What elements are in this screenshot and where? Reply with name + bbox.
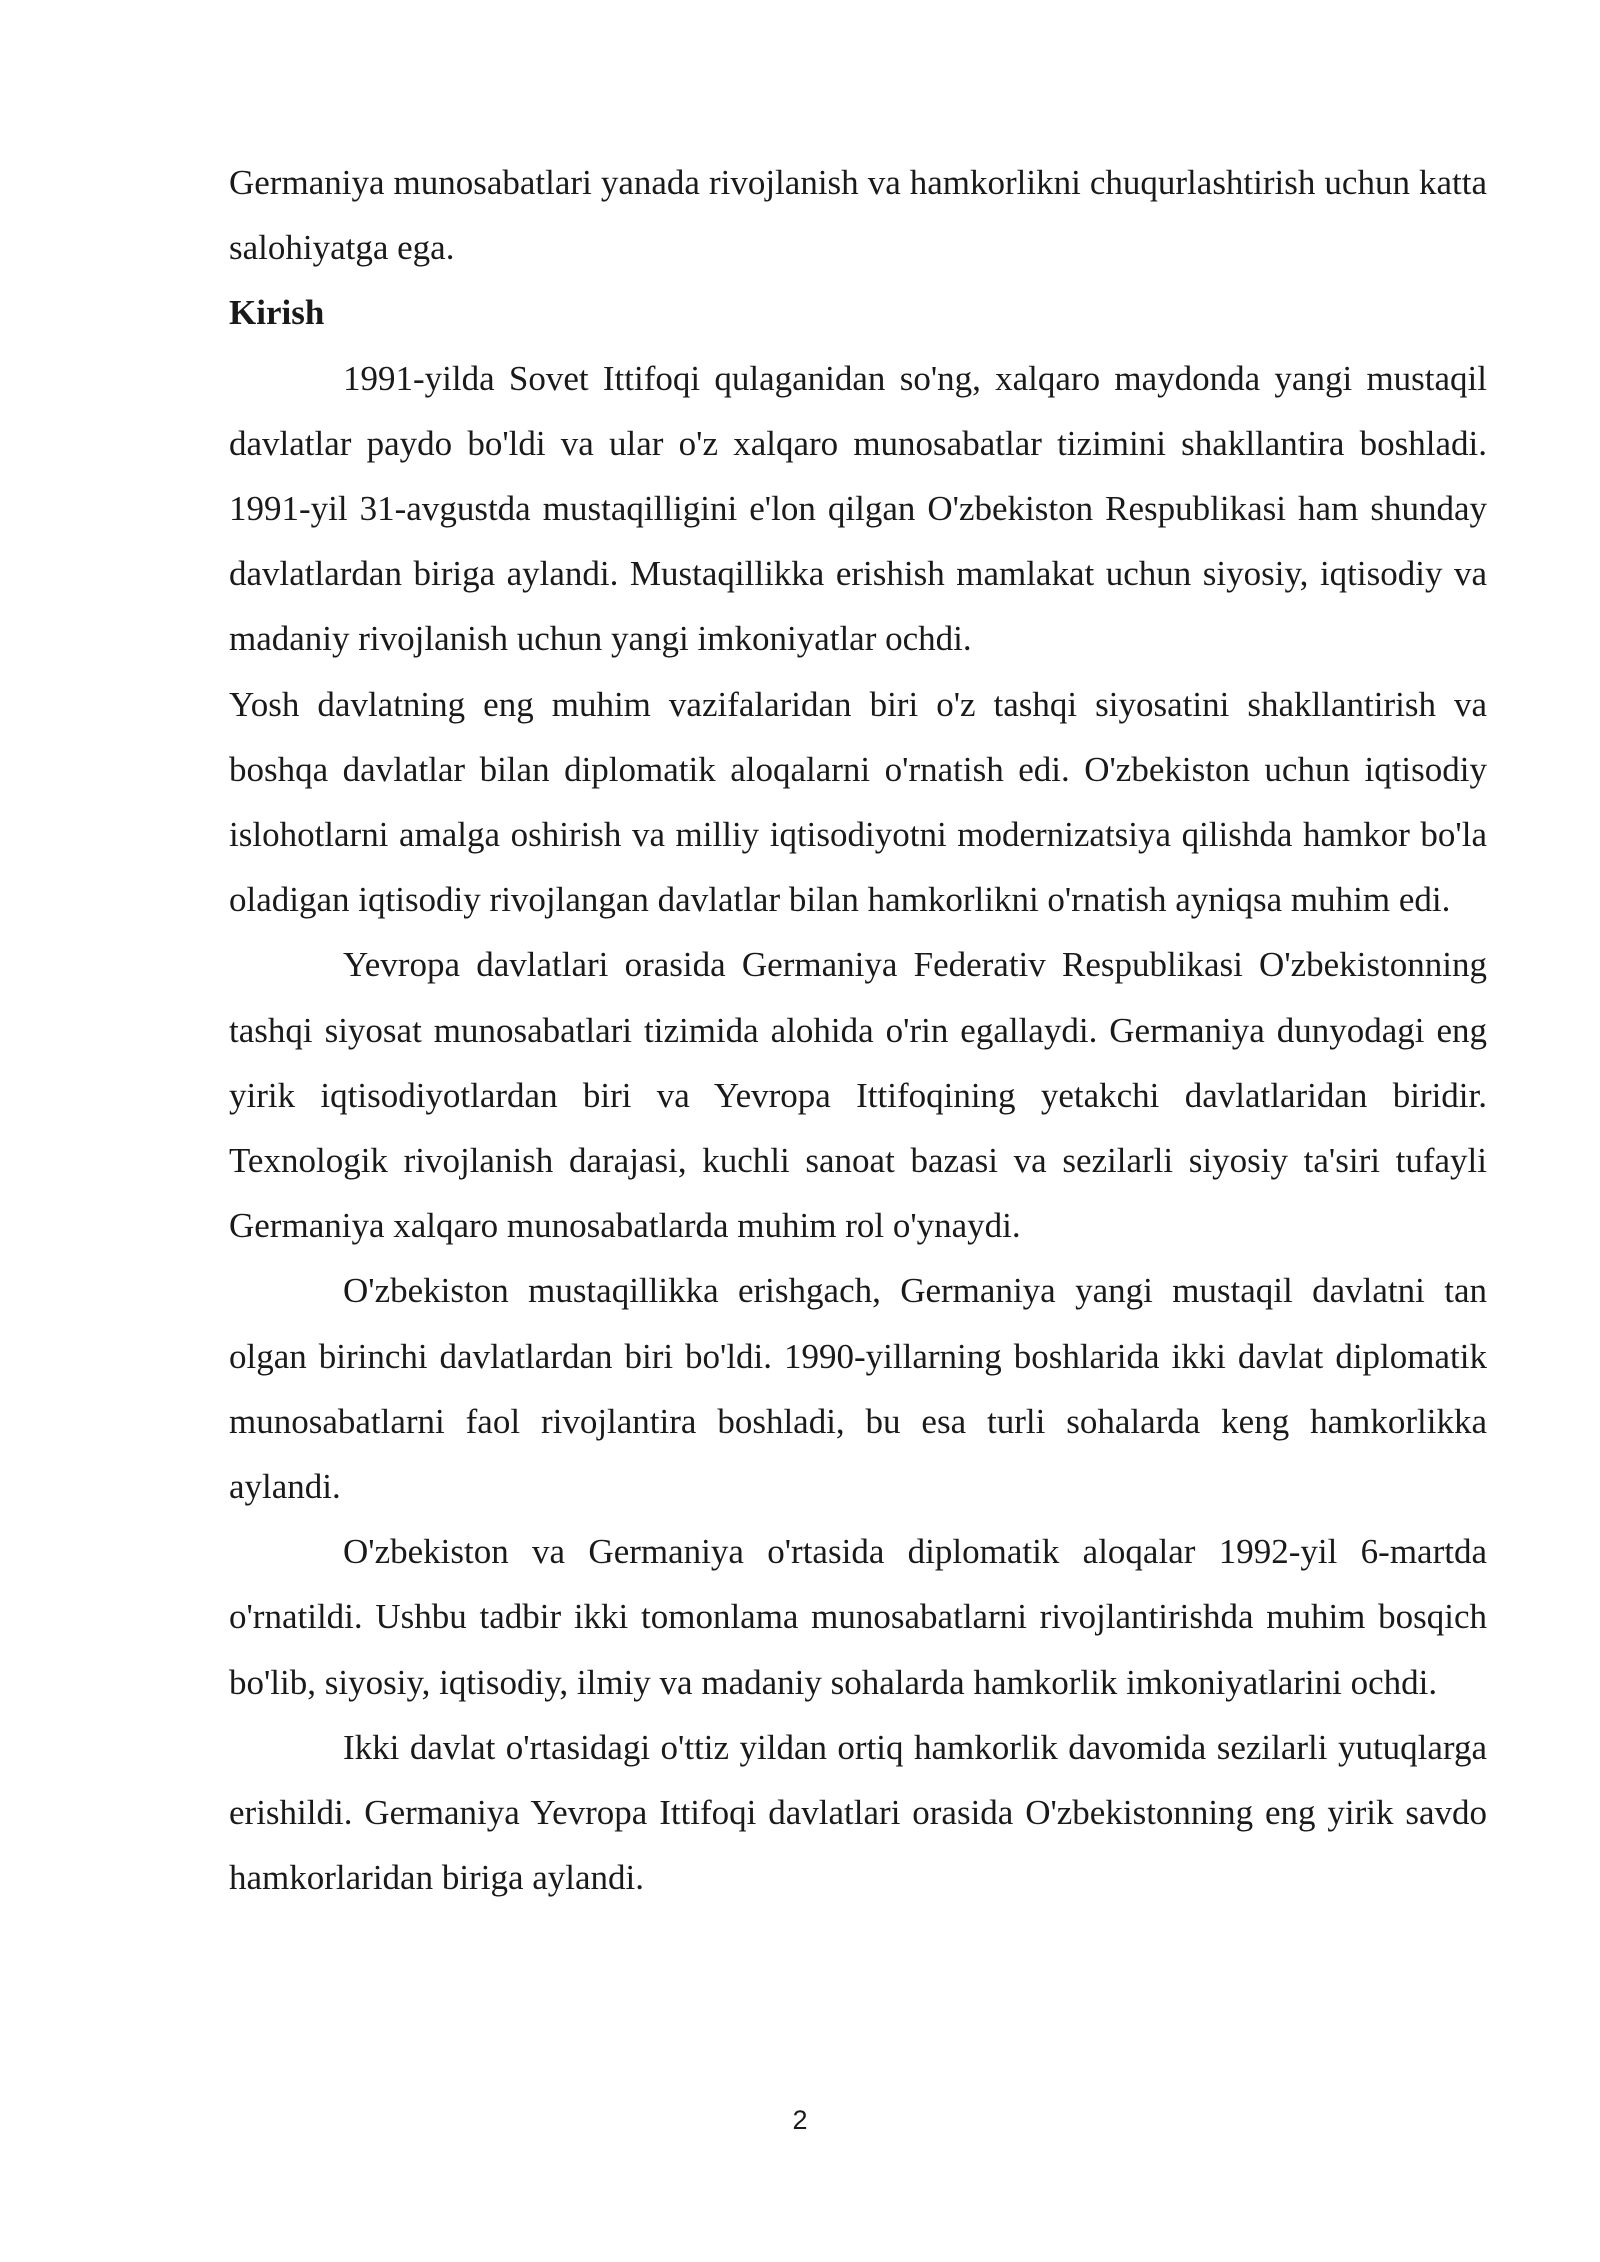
paragraph-1: 1991-yilda Sovet Ittifoqi qulaganidan so'ng, xalqaro maydonda yangi mustaqil davlatlar paydo bo'ldi va ular o'z xalqaro munosabatlar tizimini shakllantira boshladi. 1991-yil 31-avgustda mustaqilligini e'lon qilgan O'zbekiston Respublikasi ham shunday davlatlardan biriga aylandi. Mustaqillikka erishish mamlakat uchun siyosiy, iqtisodiy va madaniy rivojlanish uchun yangi imkoniyatlar ochdi. bbox=[229, 358, 1487, 659]
page-number: 2 bbox=[792, 2105, 808, 2135]
paragraph-2: Yosh davlatning eng muhim vazifalaridan biri o'z tashqi siyosatini shakllantirish va boshqa davlatlar bilan diplomatik aloqalarni o'rnatish edi. O'zbekiston uchun iqtisodiy islohotlarni amalga oshirish va milliy iqtisodiyotni modernizatsiya qilishda hamkor bo'la oladigan iqtisodiy rivojlangan davlatlar bilan hamkorlikni o'rnatish ayniqsa muhim edi. bbox=[229, 684, 1487, 920]
document-body bbox=[229, 150, 1487, 1910]
paragraph-6: Ikki davlat o'rtasidagi o'ttiz yildan ortiq hamkorlik davomida sezilarli yutuqlarga erishildi. Germaniya Yevropa Ittifoqi davlatlari orasida O'zbekistonning eng yirik savdo hamkorlaridan biriga aylandi. bbox=[229, 1727, 1487, 1898]
paragraph-3: Yevropa davlatlari orasida Germaniya Federativ Respublikasi O'zbekistonning tashqi siyosat munosabatlari tizimida alohida o'rin egallaydi. Germaniya dunyodagi eng yirik iqtisodiyotlardan biri va Yevropa Ittifoqining yetakchi davlatlaridan biridir. Texnologik rivojlanish darajasi, kuchli sanoat bazasi va sezilarli siyosiy ta'siri tufayli Germaniya xalqaro munosabatlarda muhim rol o'ynaydi. bbox=[229, 945, 1487, 1246]
paragraph-4: O'zbekiston mustaqillikka erishgach, Germaniya yangi mustaqil davlatni tan olgan birinchi davlatlardan biri bo'ldi. 1990-yillarning boshlarida ikki davlat diplomatik munosabatlarni faol rivojlantira boshladi, bu esa turli sohalarda keng hamkorlikka aylandi. bbox=[229, 1271, 1487, 1507]
paragraph-5: O'zbekiston va Germaniya o'rtasida diplomatik aloqalar 1992-yil 6-martda o'rnatildi. Ushbu tadbir ikki tomonlama munosabatlarni rivojlantirishda muhim bosqich bo'lib, siyosiy, iqtisodiy, ilmiy va madaniy sohalarda hamkorlik imkoniyatlarini ochdi. bbox=[229, 1532, 1487, 1702]
section-heading: Kirish bbox=[229, 293, 325, 333]
paragraph-continuation: Germaniya munosabatlari yanada rivojlanish va hamkorlikni chuqurlashtirish uchun katta salohiyatga ega. bbox=[229, 163, 1487, 268]
